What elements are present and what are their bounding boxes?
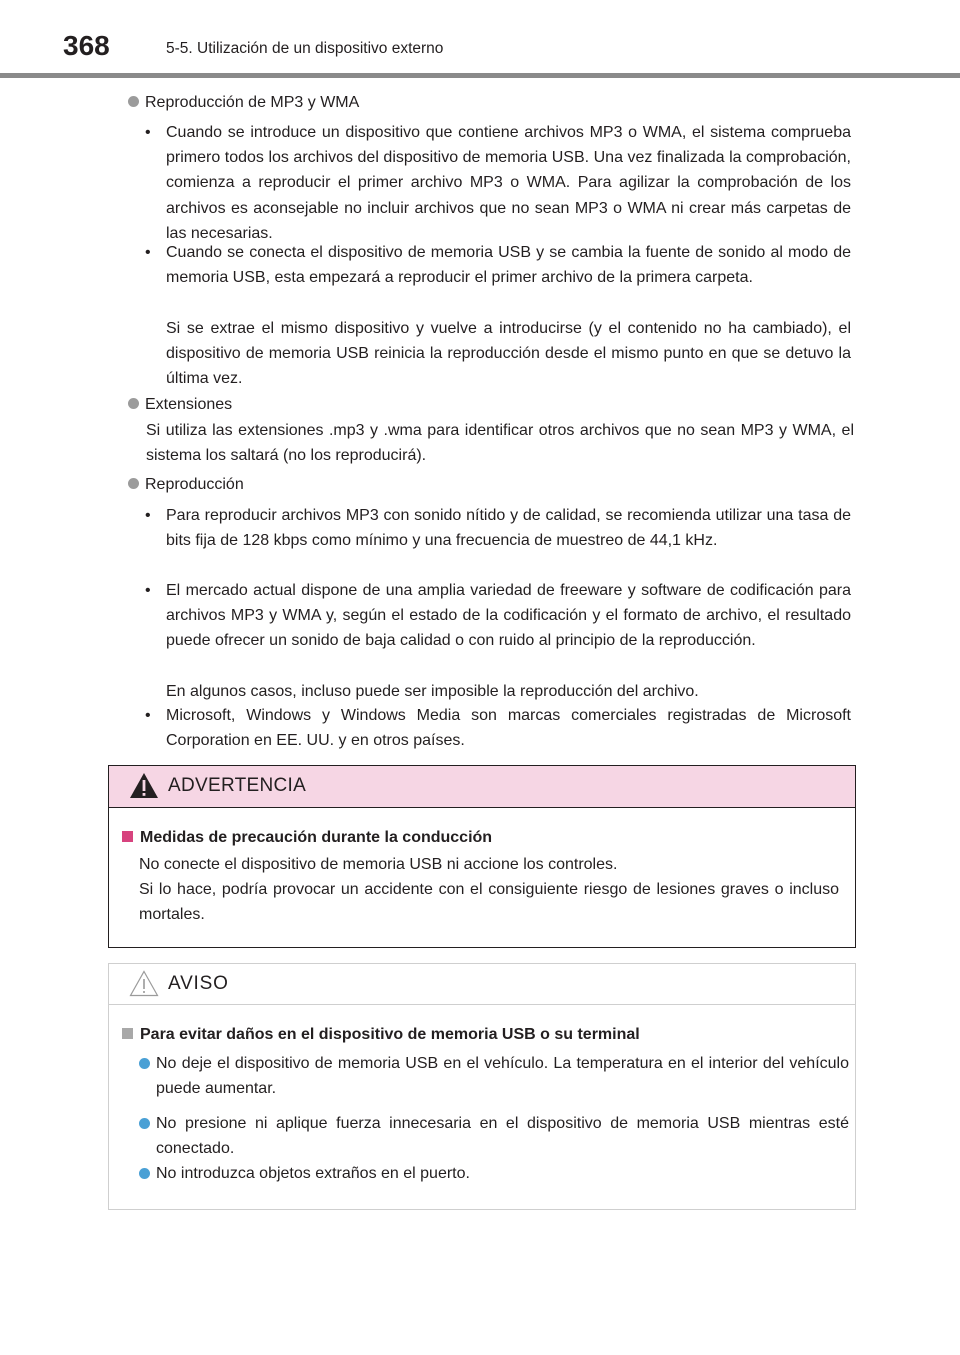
header-rule <box>0 73 960 78</box>
page-header <box>0 0 960 80</box>
page-number: 368 <box>63 30 110 61</box>
heading-mp3-text: Reproducción de MP3 y WMA <box>145 94 360 111</box>
warning-line-1: No conecte el dispositivo de memoria USB ni accione los controles. <box>139 856 618 873</box>
notice-subheading-text: Para evitar daños en el dispositivo de memoria USB o su terminal <box>140 1026 640 1043</box>
notice-item-1-text: No deje el dispositivo de memoria USB en el vehículo. La temperatura en el interior del vehículo puede aumentar. <box>156 1055 849 1098</box>
warning-box <box>108 765 856 948</box>
repro-bullet-2b-text: En algunos casos, incluso puede ser imposible la reproducción del archivo. <box>166 683 699 700</box>
bullet-dot-icon <box>139 1058 150 1069</box>
bullet-dot-icon <box>128 478 139 489</box>
notice-triangle-icon <box>129 970 159 997</box>
notice-box <box>108 963 856 1210</box>
section-title: 5-5. Utilización de un dispositivo externo <box>166 40 444 57</box>
heading-repro-text: Reproducción <box>145 476 244 493</box>
notice-subheading <box>122 1022 640 1047</box>
bullet-mark: • <box>145 507 151 524</box>
bullet-mark: • <box>145 244 151 261</box>
warning-subheading-text: Medidas de precaución durante la conducción <box>140 829 493 846</box>
heading-repro <box>128 472 244 497</box>
notice-item-3-text: No introduzca objetos extraños en el puerto. <box>156 1165 470 1182</box>
square-bullet-icon <box>122 1028 133 1039</box>
heading-ext <box>128 392 232 417</box>
notice-item-2-text: No presione ni aplique fuerza innecesaria en el dispositivo de memoria USB mientras esté conectado. <box>156 1115 849 1158</box>
mp3-bullet-1-text: Cuando se introduce un dispositivo que contiene archivos MP3 o WMA, el sistema comprueba primero todos los archivos del dispositivo de memoria USB. Una vez finalizada la comprobación, comienza a reproducir el primer archivo MP3 o WMA. Para agilizar la comprobación de los archivos es aconsejable no incluir archivos que no sean MP3 o WMA ni crear más carpetas de las necesarias. <box>166 124 851 242</box>
bullet-dot-icon <box>128 96 139 107</box>
bullet-dot-icon <box>139 1118 150 1129</box>
warning-header <box>109 766 855 808</box>
notice-title: AVISO <box>168 973 229 994</box>
warning-subheading <box>122 825 492 850</box>
warning-title: ADVERTENCIA <box>168 775 307 796</box>
heading-mp3 <box>128 90 359 115</box>
bullet-mark: • <box>145 582 151 599</box>
bullet-mark: • <box>145 124 151 141</box>
repro-bullet-1-text: Para reproducir archivos MP3 con sonido nítido y de calidad, se recomienda utilizar una tasa de bits fija de 128 kbps como mínimo y una frecuencia de muestreo de 44,1 kHz. <box>166 507 851 550</box>
bullet-dot-icon <box>128 398 139 409</box>
ext-text: Si utiliza las extensiones .mp3 y .wma para identificar otros archivos que no sean MP3 y WMA, el sistema los saltará (no los reproducirá). <box>146 422 854 465</box>
repro-bullet-2-text: El mercado actual dispone de una amplia variedad de freeware y software de codificación para archivos MP3 y WMA y, según el estado de la codificación y el formato de archivo, el resultado puede ofrecer un sonido de baja calidad o con ruido al principio de la reproducción. <box>166 582 851 650</box>
notice-header <box>109 964 855 1005</box>
warning-line-2: Si lo hace, podría provocar un accidente con el consiguiente riesgo de lesiones graves o incluso mortales. <box>139 881 839 924</box>
bullet-dot-icon <box>139 1168 150 1179</box>
repro-bullet-3-text: Microsoft, Windows y Windows Media son marcas comerciales registradas de Microsoft Corporation en EE. UU. y en otros países. <box>166 707 851 750</box>
heading-ext-text: Extensiones <box>145 396 233 413</box>
mp3-bullet-2b-text: Si se extrae el mismo dispositivo y vuelve a introducirse (y el contenido no ha cambiado), el dispositivo de memoria USB reinicia la reproducción desde el mismo punto en que se detuvo la última vez. <box>166 320 851 388</box>
square-bullet-icon <box>122 831 133 842</box>
warning-triangle-icon <box>129 772 159 799</box>
bullet-mark: • <box>145 707 151 724</box>
mp3-bullet-2-text: Cuando se conecta el dispositivo de memoria USB y se cambia la fuente de sonido al modo de memoria USB, esta empezará a reproducir el primer archivo de la primera carpeta. <box>166 244 851 287</box>
